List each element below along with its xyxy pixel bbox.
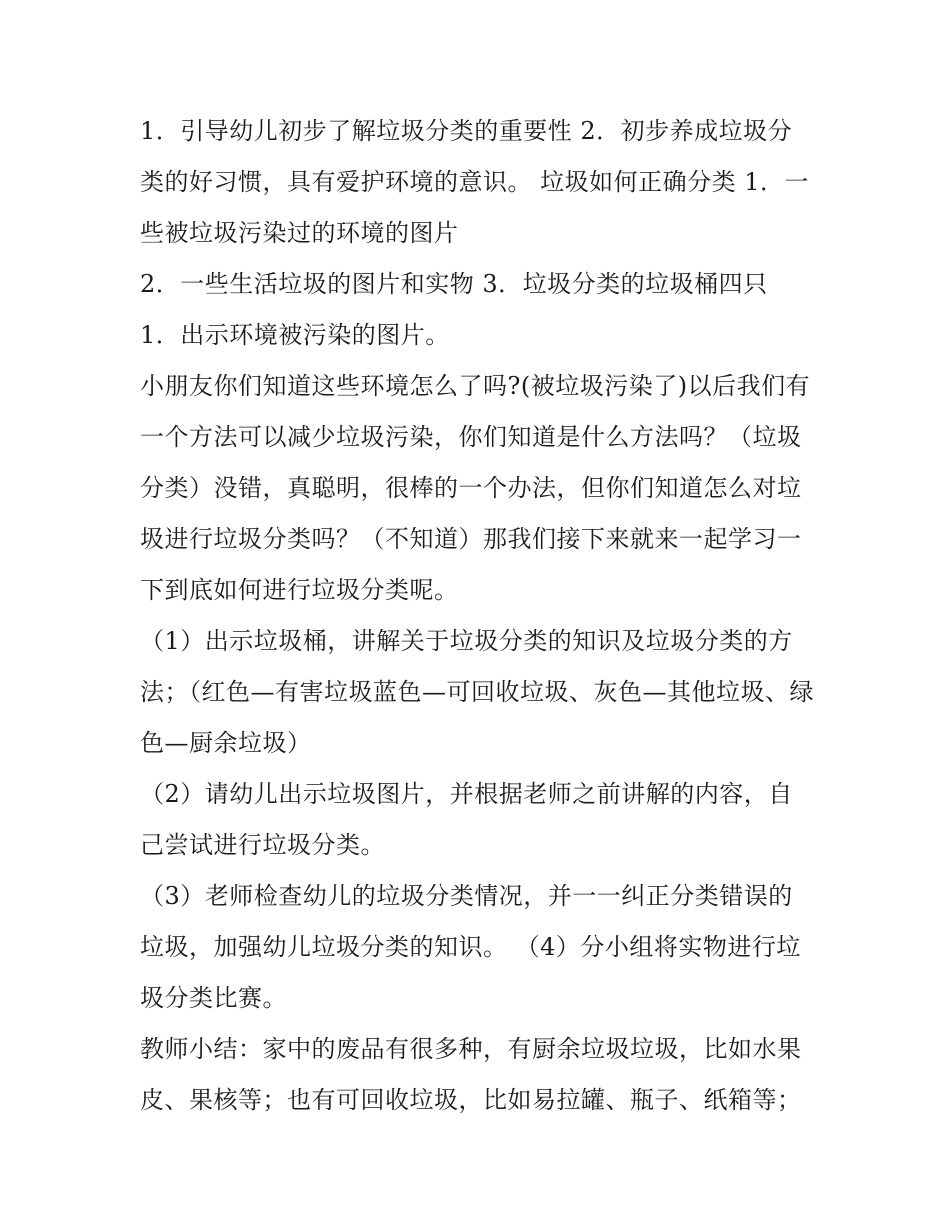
paragraph-materials: 2．一些生活垃圾的图片和实物 3．垃圾分类的垃圾桶四只 1．出示环境被污染的图片。 — [140, 270, 768, 349]
document-body — [140, 106, 815, 1126]
paragraph-step-2: （2）请幼儿出示垃圾图片，并根据老师之前讲解的内容，自己尝试进行垃圾分类。 — [140, 780, 793, 859]
paragraph-objectives: 1．引导幼儿初步了解垃圾分类的重要性 2．初步养成垃圾分类的好习惯，具有爱护环境的意识。 垃圾如何正确分类 1．一些被垃圾污染过的环境的图片 — [140, 117, 810, 247]
paragraph-step-3-4: （3）老师检查幼儿的垃圾分类情况，并一一纠正分类错误的垃圾，加强幼儿垃圾分类的知识。 （4）分小组将实物进行垃圾分类比赛。 — [140, 882, 801, 1012]
paragraph-summary: 教师小结：家中的废品有很多种，有厨余垃圾垃圾，比如水果皮、果核等；也有可回收垃圾，比如易拉罐、瓶子、纸箱等； — [140, 1035, 802, 1114]
paragraph-step-1: （1）出示垃圾桶，讲解关于垃圾分类的知识及垃圾分类的方法；（红色—有害垃圾蓝色—可回收垃圾、灰色—其他垃圾、绿色—厨余垃圾） — [140, 627, 814, 757]
paragraph-introduction: 小朋友你们知道这些环境怎么了吗?(被垃圾污染了)以后我们有一个方法可以减少垃圾污染，你们知道是什么方法吗？（垃圾分类）没错，真聪明，很棒的一个办法，但你们知道怎么对垃圾进行垃圾分类吗？（不知道）那我们接下来就来一起学习一下到底如何进行垃圾分类呢。 — [140, 372, 811, 604]
